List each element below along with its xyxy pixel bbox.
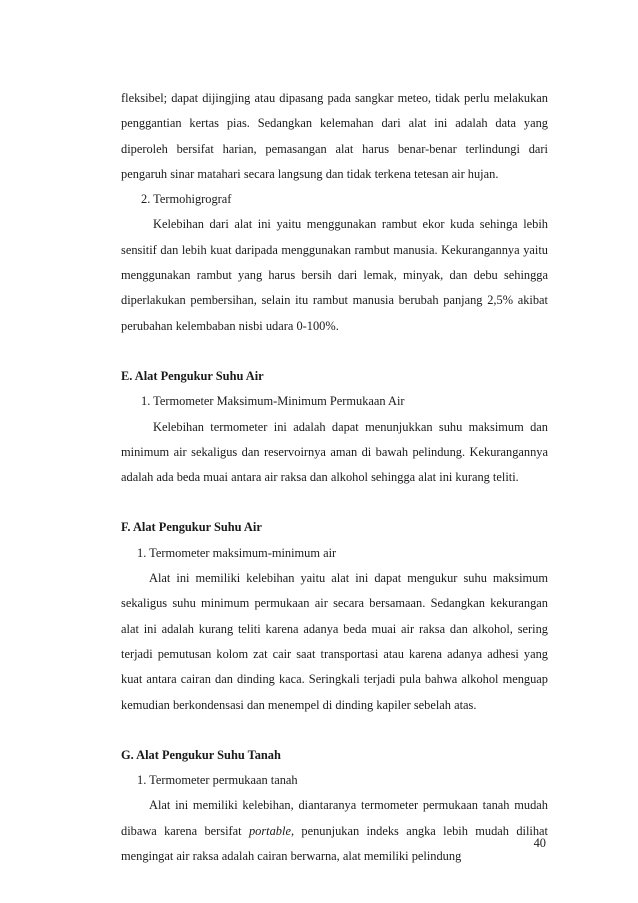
section-heading: F. Alat Pengukur Suhu Air — [121, 520, 262, 535]
body-text — [121, 86, 548, 869]
text-line: melakukan penggantian kertas pias. Sedangkan kelemahan dari alat ini adalah data — [121, 91, 548, 131]
list-item: 1. Termometer permukaan tanah — [137, 773, 298, 788]
text-line: sehingga diperlakukan pembersihan, selain itu rambut manusia berubah panjang — [121, 268, 548, 308]
text-line: sensitif dan lebih kuat daripada menggunakan rambut manusia. Kekurangannya — [121, 242, 520, 257]
text-line: pengaruh sinar matahari secara langsung dan tidak terkena tetesan air hujan. — [121, 166, 499, 181]
text-fragment: , penunjukan indeks angka lebih mudah — [290, 823, 509, 838]
page-number: 40 — [533, 836, 546, 850]
text-line: Kelebihan termometer ini adalah dapat menunjukkan suhu maksimum dan — [153, 419, 548, 434]
text-line: kuat antara cairan dan dinding kaca. Seringkali terjadi pula bahwa alkohol — [121, 672, 499, 687]
paragraph — [121, 86, 548, 187]
text-line: yaitu menggunakan rambut yang harus bersih dari lemak, minyak, dan debu — [121, 242, 548, 283]
text-line: minimum air sekaligus dan reservoirnya aman di bawah pelindung. — [121, 444, 466, 459]
text-line: Alat ini memiliki kelebihan yaitu alat ini dapat mengukur suhu maksimum — [149, 571, 548, 586]
text-line: ini kurang teliti. — [439, 470, 519, 485]
paragraph — [121, 212, 548, 338]
text-line: fleksibel; dapat dijingjing atau dipasang pada sangkar meteo, tidak perlu — [121, 91, 490, 105]
text-line: alat ini adalah kurang teliti karena adanya beda muai air raksa dan alkohol, sering — [121, 621, 548, 636]
paragraph — [121, 566, 548, 718]
text-line: Kelebihan dari alat ini yaitu menggunakan rambut ekor kuda sehinga lebih — [153, 217, 548, 232]
paragraph — [121, 793, 548, 869]
text-line: 2,5% akibat perubahan kelembaban nisbi udara 0-100%. — [121, 293, 548, 333]
text-line: terjadi pemutusan kolom zat cair saat transportasi atau karena adanya adhesi yang — [121, 646, 548, 661]
list-item: 2. Termohigrograf — [141, 192, 232, 207]
list-item: 1. Termometer maksimum-minimum air — [137, 545, 337, 560]
text-line: dilihat mengingat air raksa adalah cairan berwarna, alat memiliki pelindung — [121, 823, 548, 864]
text-line: sekaligus suhu minimum permukaan air secara bersamaan. Sedangkan kekurangan — [121, 596, 548, 611]
text-line: yang diperoleh bersifat harian, pemasangan alat harus benar-benar terlindungi dari — [121, 116, 548, 156]
text-fragment: mudah dibawa karena bersifat — [121, 798, 548, 838]
list-item: 1. Termometer Maksimum-Minimum Permukaan Air — [141, 394, 405, 409]
text-line: Alat ini memiliki kelebihan, diantaranya termometer permukaan tanah — [149, 798, 510, 813]
text-line: Kekurangannya adalah ada beda muai antara air raksa dan alkohol sehingga alat — [121, 444, 548, 485]
section-heading: G. Alat Pengukur Suhu Tanah — [121, 747, 281, 762]
text-line: menguap kemudian berkondensasi dan menempel di dinding kapiler sebelah atas. — [121, 672, 548, 712]
section-heading: E. Alat Pengukur Suhu Air — [121, 368, 264, 383]
paragraph — [121, 415, 548, 491]
italic-term: portable — [248, 823, 291, 838]
